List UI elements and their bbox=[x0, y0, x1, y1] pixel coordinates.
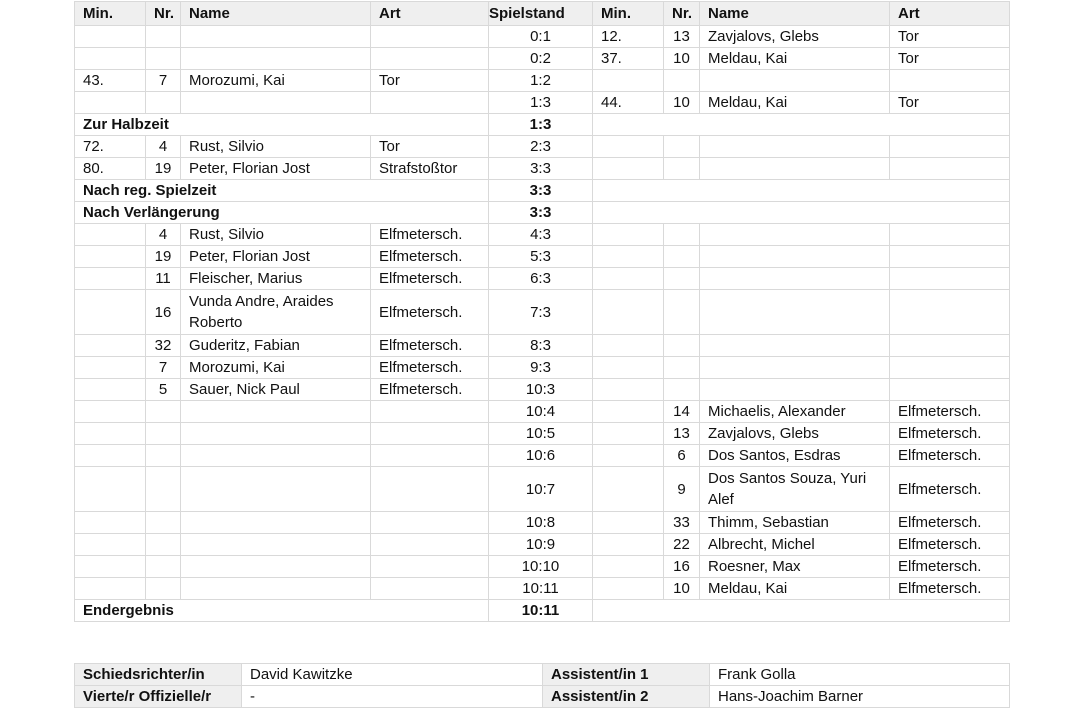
assistant1-label: Assistent/in 1 bbox=[543, 664, 710, 686]
home-number bbox=[146, 512, 181, 534]
score-cell: 9:3 bbox=[489, 357, 593, 379]
away-number: 10 bbox=[664, 48, 700, 70]
away-type bbox=[890, 335, 1010, 357]
score-cell: 10:10 bbox=[489, 556, 593, 578]
event-row bbox=[75, 467, 1010, 512]
away-type bbox=[890, 268, 1010, 290]
referee-label: Schiedsrichter/in bbox=[75, 664, 242, 686]
header-nr-home: Nr. bbox=[146, 2, 181, 26]
header-min-away: Min. bbox=[593, 2, 664, 26]
header-row bbox=[75, 2, 1010, 26]
score-cell: 10:4 bbox=[489, 401, 593, 423]
home-player: Vunda Andre, Araides Roberto bbox=[181, 290, 371, 335]
away-minute: 44. bbox=[593, 92, 664, 114]
event-row bbox=[75, 578, 1010, 600]
away-number: 16 bbox=[664, 556, 700, 578]
event-row bbox=[75, 268, 1010, 290]
event-row bbox=[75, 290, 1010, 335]
away-player: Dos Santos, Esdras bbox=[700, 445, 890, 467]
away-minute bbox=[593, 70, 664, 92]
home-minute bbox=[75, 268, 146, 290]
away-minute bbox=[593, 556, 664, 578]
away-number: 14 bbox=[664, 401, 700, 423]
away-player bbox=[700, 268, 890, 290]
event-row bbox=[75, 136, 1010, 158]
away-number bbox=[664, 136, 700, 158]
home-type: Elfmetersch. bbox=[371, 379, 489, 401]
away-number bbox=[664, 224, 700, 246]
score-cell: 10:3 bbox=[489, 379, 593, 401]
home-minute bbox=[75, 335, 146, 357]
home-type bbox=[371, 578, 489, 600]
home-number bbox=[146, 26, 181, 48]
away-type: Tor bbox=[890, 26, 1010, 48]
score-cell: 10:5 bbox=[489, 423, 593, 445]
home-type: Elfmetersch. bbox=[371, 335, 489, 357]
away-number: 6 bbox=[664, 445, 700, 467]
event-row bbox=[75, 357, 1010, 379]
away-type: Elfmetersch. bbox=[890, 578, 1010, 600]
away-player: Albrecht, Michel bbox=[700, 534, 890, 556]
away-number: 33 bbox=[664, 512, 700, 534]
score-cell: 1:3 bbox=[489, 92, 593, 114]
home-number: 19 bbox=[146, 158, 181, 180]
away-minute bbox=[593, 445, 664, 467]
away-player bbox=[700, 379, 890, 401]
away-player: Meldau, Kai bbox=[700, 578, 890, 600]
header-name-away: Name bbox=[700, 2, 890, 26]
away-type bbox=[890, 290, 1010, 335]
score-cell: 3:3 bbox=[489, 158, 593, 180]
header-art-away: Art bbox=[890, 2, 1010, 26]
away-type: Elfmetersch. bbox=[890, 467, 1010, 512]
score-cell: 10:6 bbox=[489, 445, 593, 467]
away-minute bbox=[593, 512, 664, 534]
away-minute bbox=[593, 578, 664, 600]
section-filler bbox=[593, 202, 1010, 224]
home-type bbox=[371, 534, 489, 556]
home-minute bbox=[75, 467, 146, 512]
home-type: Elfmetersch. bbox=[371, 357, 489, 379]
event-row bbox=[75, 335, 1010, 357]
home-type bbox=[371, 423, 489, 445]
home-player: Peter, Florian Jost bbox=[181, 158, 371, 180]
home-type bbox=[371, 92, 489, 114]
fourth-official-value: - bbox=[242, 686, 543, 708]
fourth-official-label: Vierte/r Offizielle/r bbox=[75, 686, 242, 708]
home-type: Elfmetersch. bbox=[371, 224, 489, 246]
home-type: Tor bbox=[371, 70, 489, 92]
home-number bbox=[146, 48, 181, 70]
event-row bbox=[75, 379, 1010, 401]
home-player bbox=[181, 26, 371, 48]
officials-row-2 bbox=[75, 686, 1010, 708]
away-minute bbox=[593, 357, 664, 379]
away-player bbox=[700, 357, 890, 379]
away-type bbox=[890, 246, 1010, 268]
home-number bbox=[146, 423, 181, 445]
away-number bbox=[664, 290, 700, 335]
home-type: Strafstoßtor bbox=[371, 158, 489, 180]
score-cell: 3:3 bbox=[489, 202, 593, 224]
score-cell: 10:9 bbox=[489, 534, 593, 556]
score-cell: 10:11 bbox=[489, 578, 593, 600]
home-number bbox=[146, 92, 181, 114]
header-nr-away: Nr. bbox=[664, 2, 700, 26]
home-minute bbox=[75, 445, 146, 467]
home-type bbox=[371, 401, 489, 423]
home-number bbox=[146, 467, 181, 512]
score-cell: 7:3 bbox=[489, 290, 593, 335]
away-minute bbox=[593, 158, 664, 180]
home-minute bbox=[75, 357, 146, 379]
score-cell: 8:3 bbox=[489, 335, 593, 357]
away-number bbox=[664, 70, 700, 92]
away-type bbox=[890, 224, 1010, 246]
goals-body bbox=[75, 26, 1010, 622]
header-score: Spielstand bbox=[489, 2, 593, 26]
away-player: Thimm, Sebastian bbox=[700, 512, 890, 534]
officials-table bbox=[74, 663, 1010, 708]
home-number bbox=[146, 578, 181, 600]
away-minute bbox=[593, 246, 664, 268]
event-row bbox=[75, 401, 1010, 423]
away-number: 13 bbox=[664, 26, 700, 48]
event-row bbox=[75, 246, 1010, 268]
away-player bbox=[700, 290, 890, 335]
away-type: Elfmetersch. bbox=[890, 423, 1010, 445]
away-number bbox=[664, 379, 700, 401]
away-type bbox=[890, 357, 1010, 379]
away-minute bbox=[593, 335, 664, 357]
away-type: Elfmetersch. bbox=[890, 445, 1010, 467]
home-minute bbox=[75, 290, 146, 335]
away-number: 10 bbox=[664, 92, 700, 114]
header-art-home: Art bbox=[371, 2, 489, 26]
assistant2-label: Assistent/in 2 bbox=[543, 686, 710, 708]
home-number bbox=[146, 556, 181, 578]
away-number bbox=[664, 246, 700, 268]
away-number bbox=[664, 268, 700, 290]
section-label: Endergebnis bbox=[75, 600, 489, 622]
home-player bbox=[181, 401, 371, 423]
home-number: 4 bbox=[146, 136, 181, 158]
away-number bbox=[664, 158, 700, 180]
away-type: Elfmetersch. bbox=[890, 401, 1010, 423]
event-row bbox=[75, 445, 1010, 467]
section-filler bbox=[593, 180, 1010, 202]
home-player: Morozumi, Kai bbox=[181, 70, 371, 92]
home-number bbox=[146, 445, 181, 467]
event-row bbox=[75, 48, 1010, 70]
home-number: 32 bbox=[146, 335, 181, 357]
home-type bbox=[371, 26, 489, 48]
home-player bbox=[181, 92, 371, 114]
score-cell: 5:3 bbox=[489, 246, 593, 268]
score-cell: 3:3 bbox=[489, 180, 593, 202]
away-minute bbox=[593, 136, 664, 158]
home-type bbox=[371, 512, 489, 534]
away-type: Tor bbox=[890, 92, 1010, 114]
home-type bbox=[371, 556, 489, 578]
home-number bbox=[146, 534, 181, 556]
away-minute bbox=[593, 268, 664, 290]
home-minute bbox=[75, 423, 146, 445]
section-label: Nach reg. Spielzeit bbox=[75, 180, 489, 202]
home-minute bbox=[75, 48, 146, 70]
section-filler bbox=[593, 114, 1010, 136]
home-player: Rust, Silvio bbox=[181, 136, 371, 158]
away-type: Elfmetersch. bbox=[890, 512, 1010, 534]
away-player bbox=[700, 335, 890, 357]
away-type bbox=[890, 158, 1010, 180]
home-minute bbox=[75, 512, 146, 534]
home-player: Fleischer, Marius bbox=[181, 268, 371, 290]
home-player bbox=[181, 512, 371, 534]
home-minute bbox=[75, 246, 146, 268]
home-player bbox=[181, 423, 371, 445]
home-number: 11 bbox=[146, 268, 181, 290]
event-row bbox=[75, 92, 1010, 114]
home-number: 4 bbox=[146, 224, 181, 246]
away-minute bbox=[593, 224, 664, 246]
home-minute bbox=[75, 379, 146, 401]
home-minute bbox=[75, 92, 146, 114]
away-player: Meldau, Kai bbox=[700, 48, 890, 70]
away-minute bbox=[593, 290, 664, 335]
home-number: 16 bbox=[146, 290, 181, 335]
away-number bbox=[664, 357, 700, 379]
section-row bbox=[75, 180, 1010, 202]
away-player: Dos Santos Souza, Yuri Alef bbox=[700, 467, 890, 512]
section-row bbox=[75, 114, 1010, 136]
away-player: Roesner, Max bbox=[700, 556, 890, 578]
section-label: Zur Halbzeit bbox=[75, 114, 489, 136]
away-player: Zavjalovs, Glebs bbox=[700, 423, 890, 445]
home-number: 7 bbox=[146, 357, 181, 379]
score-cell: 0:1 bbox=[489, 26, 593, 48]
home-minute bbox=[75, 401, 146, 423]
away-player bbox=[700, 136, 890, 158]
home-number: 19 bbox=[146, 246, 181, 268]
home-type: Elfmetersch. bbox=[371, 268, 489, 290]
away-minute bbox=[593, 401, 664, 423]
away-player bbox=[700, 224, 890, 246]
event-row bbox=[75, 70, 1010, 92]
away-player bbox=[700, 246, 890, 268]
home-player bbox=[181, 556, 371, 578]
home-player: Guderitz, Fabian bbox=[181, 335, 371, 357]
away-player: Meldau, Kai bbox=[700, 92, 890, 114]
section-label: Nach Verlängerung bbox=[75, 202, 489, 224]
score-cell: 2:3 bbox=[489, 136, 593, 158]
away-number: 22 bbox=[664, 534, 700, 556]
home-player bbox=[181, 534, 371, 556]
home-player bbox=[181, 578, 371, 600]
away-minute: 12. bbox=[593, 26, 664, 48]
home-type: Elfmetersch. bbox=[371, 246, 489, 268]
away-minute: 37. bbox=[593, 48, 664, 70]
home-player bbox=[181, 467, 371, 512]
home-player bbox=[181, 445, 371, 467]
home-player: Sauer, Nick Paul bbox=[181, 379, 371, 401]
home-type bbox=[371, 467, 489, 512]
assistant1-value: Frank Golla bbox=[710, 664, 1010, 686]
home-player: Rust, Silvio bbox=[181, 224, 371, 246]
referee-value: David Kawitzke bbox=[242, 664, 543, 686]
assistant2-value: Hans-Joachim Barner bbox=[710, 686, 1010, 708]
away-minute bbox=[593, 467, 664, 512]
home-player: Morozumi, Kai bbox=[181, 357, 371, 379]
away-number bbox=[664, 335, 700, 357]
event-row bbox=[75, 158, 1010, 180]
home-minute bbox=[75, 224, 146, 246]
home-minute: 43. bbox=[75, 70, 146, 92]
away-type bbox=[890, 70, 1010, 92]
score-cell: 6:3 bbox=[489, 268, 593, 290]
home-minute: 80. bbox=[75, 158, 146, 180]
away-player bbox=[700, 158, 890, 180]
score-cell: 4:3 bbox=[489, 224, 593, 246]
away-number: 13 bbox=[664, 423, 700, 445]
away-type: Elfmetersch. bbox=[890, 534, 1010, 556]
score-cell: 0:2 bbox=[489, 48, 593, 70]
score-cell: 1:3 bbox=[489, 114, 593, 136]
event-row bbox=[75, 534, 1010, 556]
home-type: Elfmetersch. bbox=[371, 290, 489, 335]
away-player bbox=[700, 70, 890, 92]
header-name-home: Name bbox=[181, 2, 371, 26]
event-row bbox=[75, 423, 1010, 445]
away-number: 10 bbox=[664, 578, 700, 600]
away-player: Zavjalovs, Glebs bbox=[700, 26, 890, 48]
home-type bbox=[371, 48, 489, 70]
home-minute bbox=[75, 26, 146, 48]
event-row bbox=[75, 556, 1010, 578]
goals-table bbox=[74, 1, 1010, 622]
score-cell: 10:7 bbox=[489, 467, 593, 512]
score-cell: 1:2 bbox=[489, 70, 593, 92]
event-row bbox=[75, 224, 1010, 246]
away-number: 9 bbox=[664, 467, 700, 512]
home-minute: 72. bbox=[75, 136, 146, 158]
home-minute bbox=[75, 556, 146, 578]
home-number: 5 bbox=[146, 379, 181, 401]
away-type: Elfmetersch. bbox=[890, 556, 1010, 578]
away-type: Tor bbox=[890, 48, 1010, 70]
away-type bbox=[890, 379, 1010, 401]
event-row bbox=[75, 26, 1010, 48]
home-number bbox=[146, 401, 181, 423]
away-minute bbox=[593, 534, 664, 556]
away-minute bbox=[593, 379, 664, 401]
score-cell: 10:8 bbox=[489, 512, 593, 534]
home-type: Tor bbox=[371, 136, 489, 158]
home-type bbox=[371, 445, 489, 467]
away-minute bbox=[593, 423, 664, 445]
section-filler bbox=[593, 600, 1010, 622]
home-minute bbox=[75, 534, 146, 556]
home-number: 7 bbox=[146, 70, 181, 92]
home-player bbox=[181, 48, 371, 70]
score-cell: 10:11 bbox=[489, 600, 593, 622]
section-row bbox=[75, 202, 1010, 224]
home-minute bbox=[75, 578, 146, 600]
away-player: Michaelis, Alexander bbox=[700, 401, 890, 423]
home-player: Peter, Florian Jost bbox=[181, 246, 371, 268]
section-row bbox=[75, 600, 1010, 622]
away-type bbox=[890, 136, 1010, 158]
officials-row-1 bbox=[75, 664, 1010, 686]
header-min-home: Min. bbox=[75, 2, 146, 26]
event-row bbox=[75, 512, 1010, 534]
